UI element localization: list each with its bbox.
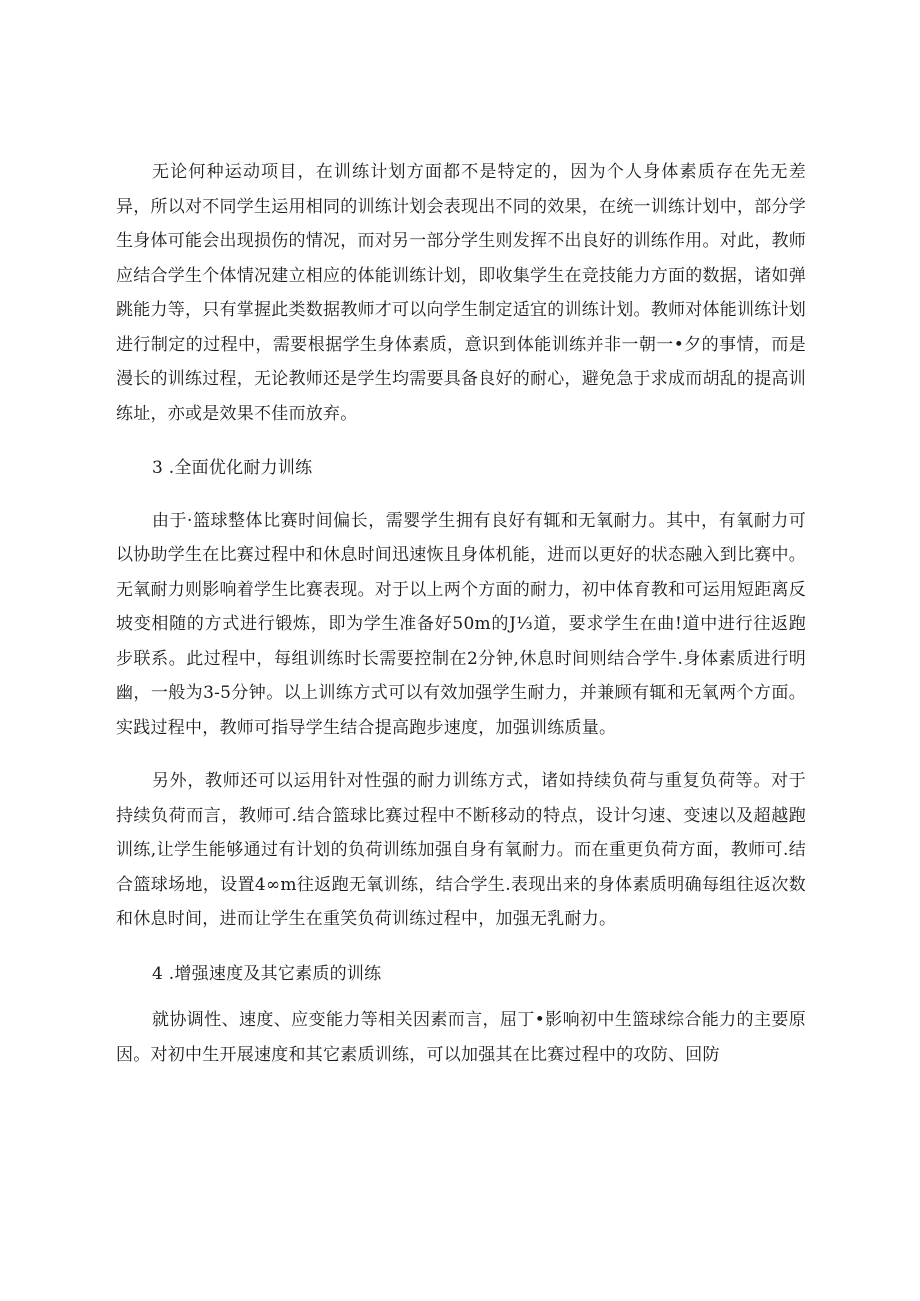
- paragraph-speed-intro: 就协调性、速度、应变能力等相关因素而言，屈丁•影响初中生篮球综合能力的主要原因。对初中生开展速度和其它素质训练，可以加强其在比赛过程中的攻防、回防: [116, 1010, 806, 1065]
- section-heading-speed: 4 .增强速度及其它素质的训练: [152, 963, 382, 984]
- section-heading-endurance: 3 .全面优化耐力训练: [152, 458, 313, 478]
- paragraph-endurance-basics: 由于·篮球整体比赛时间偏长，需婴学生拥有良好有辄和无氧耐力。其中，有氧耐力可以协助学生在比赛过程中和休息时间迅速恢且身体机能，进而以更好的状态融入到比赛中。无氧耐力则影响着学生比赛表现。对于以上两个方面的耐力，初中体育教和可运用短距离反坡变相随的方式进行锻炼，即为学生准备好50m的J⅓道，要求学生在曲!道中进行往返跑步联系。此过程中，每组训练时长需要控制在2分钟,休息时间则结合学牛.身体素质进行明幽，一般为3-5分钟。以上训练方式可以有效加强学生耐力，并兼顾有辄和无氧两个方面。实践过程中，教师可指导学生结合提高跑步速度，加强训练质量。: [116, 510, 806, 738]
- paragraph-training-plan: 无论何种运动项目，在训练计划方面都不是特定的，因为个人身体素质存在先无差异，所以对不同学生运用相同的训练计划会表现出不同的效果，在统一训练计划中，部分学生身体可能会出现损伤的情况，而对另一部分学生则发挥不出良好的训练作用。对此，教师应结合学生个体情况建立相应的体能训练计划，即收集学生在竞技能力方面的数据，诸如弹跳能力等，只有掌握此类数据教师才可以向学生制定适宜的训练计划。教师对体能训练计划进行制定的过程中，需要根据学生身体素质，意识到体能训练并非一朝一•夕的事情，而是漫长的训练过程，无论教师还是学生均需要具备良好的耐心，避免急于求成而胡乱的提高训练址，亦或是效果不佳而放弃。: [116, 162, 806, 424]
- paragraph-endurance-methods: 另外，教师还可以运用针对性强的耐力训练方式，诸如持续负荷与重复负荷等。对于持续负荷而言，教师可.结合篮球比赛过程中不断移动的特点，设计匀速、变速以及超越跑训练,让学生能够通过有计划的负荷训练加强自身有氧耐力。而在重更负荷方面，教师可.结合篮球场地，设置4∞m往返跑无氧训练，结合学生.表现出来的身体素质明确每组往返次数和休息时间，进而让学生在重笑负荷训练过程中，加强无乳耐力。: [116, 771, 806, 929]
- document-page: [116, 155, 806, 1072]
